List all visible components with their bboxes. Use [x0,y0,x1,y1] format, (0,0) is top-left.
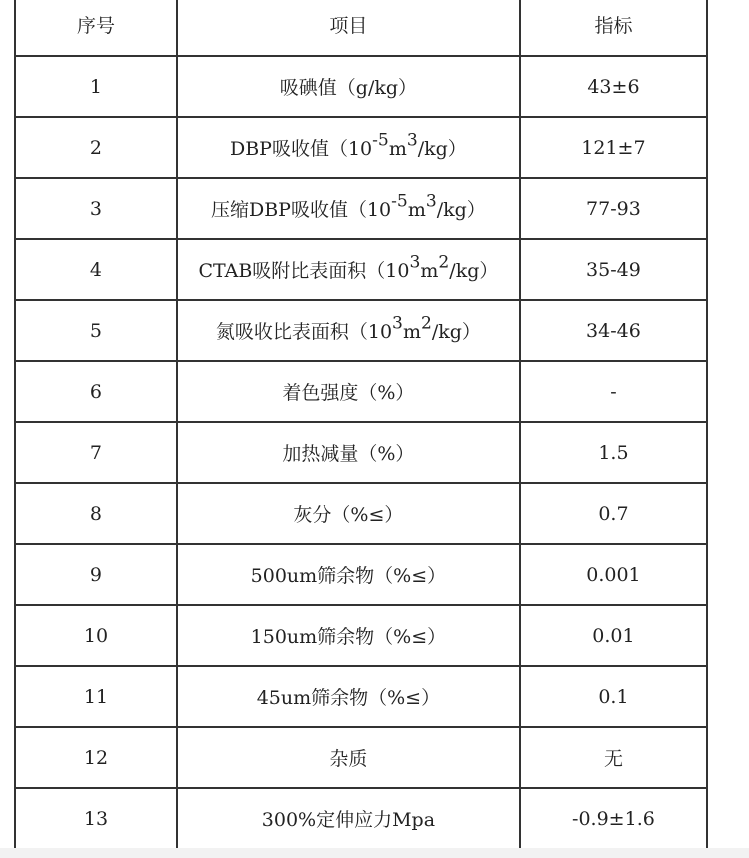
table-row [15,544,707,605]
item-text: DBP吸收值（10 [229,138,373,160]
table-row [15,666,707,727]
row-no: 5 [15,300,177,361]
item-exponent: 2 [438,252,450,273]
table-row [15,117,707,178]
row-value: 0.01 [520,605,707,666]
table-header-row [15,0,707,56]
table-row [15,788,707,849]
item-unit: m [388,138,407,160]
item-text: /kg） [436,199,486,221]
row-no: 4 [15,239,177,300]
item-exponent: 3 [425,191,437,212]
row-no: 1 [15,56,177,117]
spec-table [14,0,708,850]
row-item: 杂质 [177,727,520,788]
row-item [177,178,520,239]
row-item [177,300,520,361]
table-row [15,300,707,361]
table-row [15,483,707,544]
row-value: 0.1 [520,666,707,727]
row-item: 灰分（%≤） [177,483,520,544]
row-no: 10 [15,605,177,666]
row-item: 300%定伸应力Mpa [177,788,520,849]
table-row [15,361,707,422]
table-row [15,56,707,117]
row-no: 8 [15,483,177,544]
item-exponent: 3 [406,130,418,151]
row-no: 12 [15,727,177,788]
item-exponent: 3 [392,313,403,334]
row-no: 7 [15,422,177,483]
row-value: 无 [520,727,707,788]
row-value: 121±7 [520,117,707,178]
row-value: - [520,361,707,422]
item-exponent: 3 [409,252,421,273]
row-item: 150um筛余物（%≤） [177,605,520,666]
row-item [177,239,520,300]
item-text: 压缩DBP吸收值（10 [210,199,392,221]
row-no: 3 [15,178,177,239]
row-no: 2 [15,117,177,178]
row-item: 吸碘值（g/kg） [177,56,520,117]
row-no: 9 [15,544,177,605]
item-unit: m [402,321,421,343]
item-text: /kg） [449,260,499,282]
row-value: 0.7 [520,483,707,544]
header-no: 序号 [15,0,177,56]
row-value: 77-93 [520,178,707,239]
row-value: 0.001 [520,544,707,605]
table-row [15,727,707,788]
row-item: 着色强度（%） [177,361,520,422]
item-text: 氮吸收比表面积（10 [215,321,393,343]
row-item: 500um筛余物（%≤） [177,544,520,605]
header-item: 项目 [177,0,520,56]
row-no: 6 [15,361,177,422]
row-value: -0.9±1.6 [520,788,707,849]
header-value: 指标 [520,0,707,56]
row-item: 加热减量（%） [177,422,520,483]
item-exponent: -5 [372,130,389,151]
row-item: 45um筛余物（%≤） [177,666,520,727]
item-exponent: 2 [420,313,432,334]
row-value: 35-49 [520,239,707,300]
bottom-scroll-strip [0,848,749,858]
table-row [15,422,707,483]
item-text: CTAB吸附比表面积（10 [198,260,410,282]
row-no: 13 [15,788,177,849]
item-unit: m [407,199,426,221]
item-text: /kg） [417,138,467,160]
row-value: 34-46 [520,300,707,361]
table-row [15,178,707,239]
row-no: 11 [15,666,177,727]
row-value: 1.5 [520,422,707,483]
table-row [15,239,707,300]
item-exponent: -5 [391,191,408,212]
row-value: 43±6 [520,56,707,117]
item-text: /kg） [431,321,481,343]
item-unit: m [420,260,439,282]
table-row [15,605,707,666]
row-item [177,117,520,178]
